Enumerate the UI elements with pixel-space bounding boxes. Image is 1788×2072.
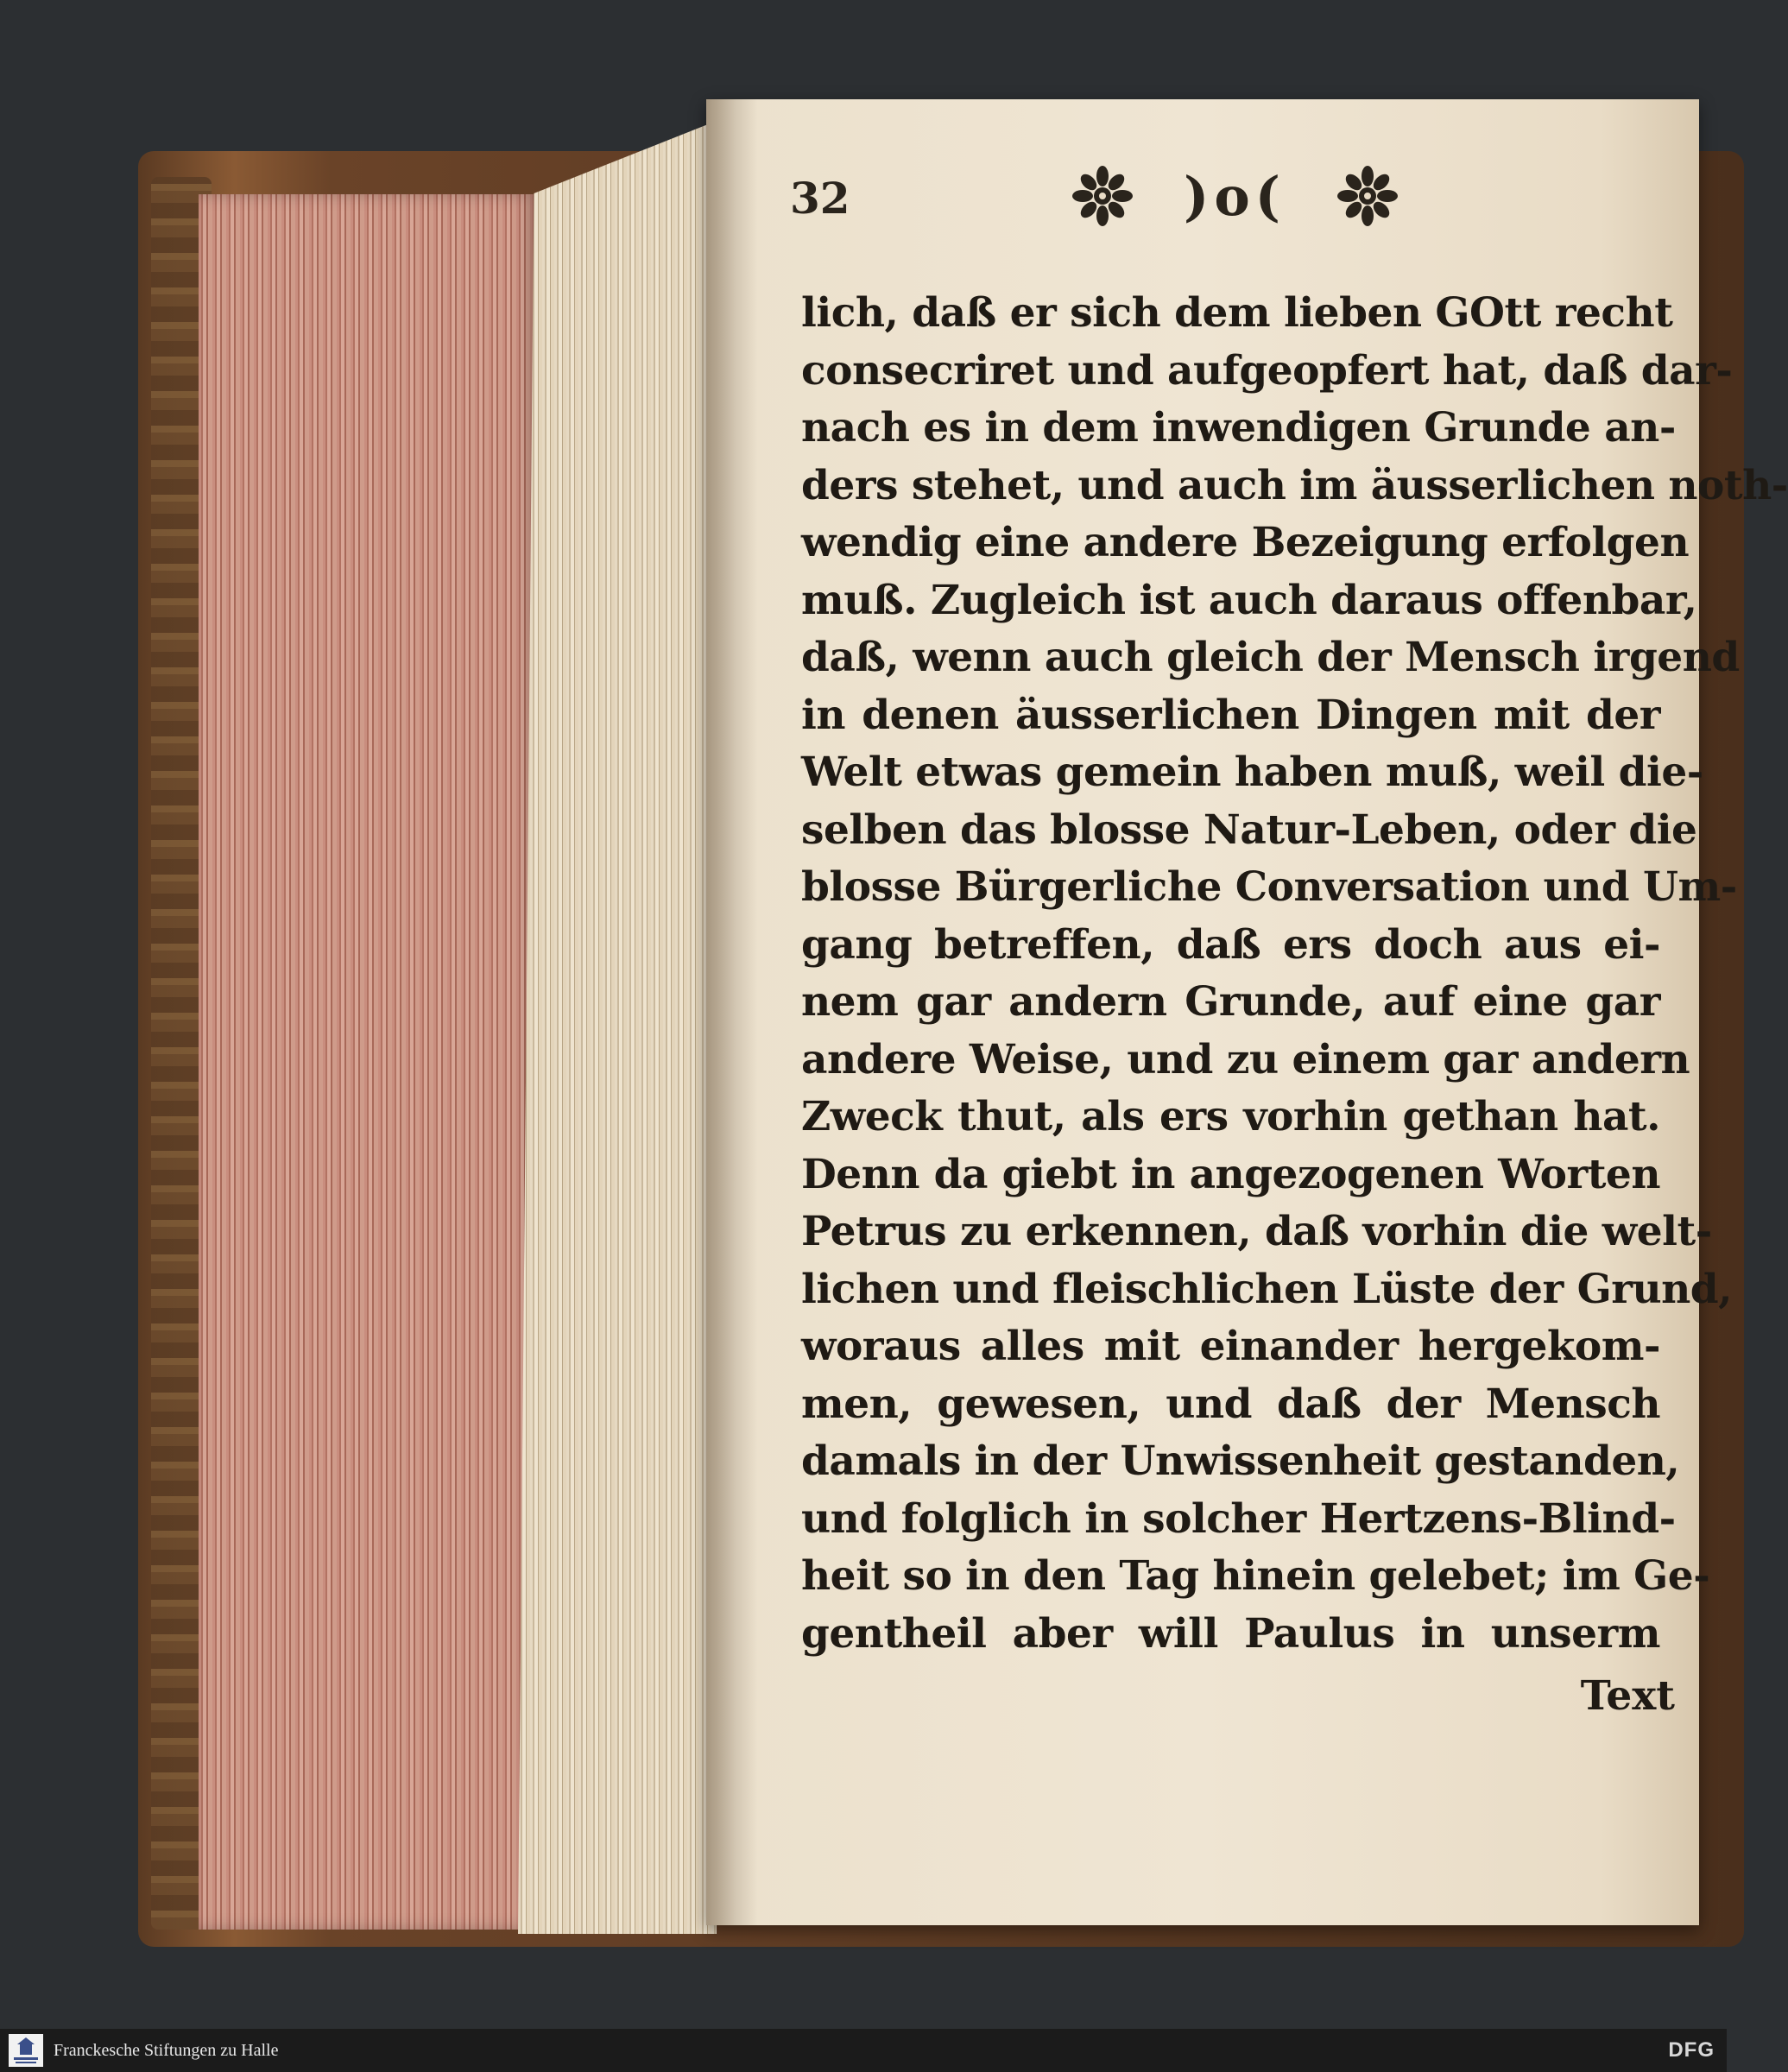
page-stack-edges — [518, 121, 717, 1934]
text-line: nem gar andern Grunde, auf eine gar — [801, 978, 1660, 1026]
text-line: gang betreffen, daß ers doch aus ei- — [801, 920, 1660, 969]
text-line: lich, daß er sich dem lieben GOtt recht — [801, 289, 1673, 337]
text-line: damals in der Unwissenheit gestanden, — [801, 1437, 1680, 1485]
text-line: men, gewesen, und daß der Mensch — [801, 1380, 1660, 1428]
gutter-shadow — [706, 99, 758, 1925]
text-line: muß. Zugleich ist auch daraus offenbar, — [801, 576, 1697, 624]
flower-ornament-icon — [1071, 164, 1134, 228]
text-line: und folglich in solcher Hertzens-Blind- — [801, 1494, 1676, 1543]
text-line: Zweck thut, als ers vorhin gethan hat. — [801, 1093, 1660, 1140]
text-line: woraus alles mit einander hergekom- — [801, 1323, 1660, 1370]
body-text — [801, 285, 1788, 1735]
text-line: in denen äusserlichen Dingen mit der — [801, 691, 1660, 739]
text-line: nach es in dem inwendigen Grunde an- — [801, 404, 1676, 452]
text-line: daß, wenn auch gleich der Mensch irgend — [801, 634, 1740, 681]
dfg-logo: DFG — [1668, 2038, 1715, 2062]
text-line: wendig eine andere Bezeigung erfolgen — [801, 519, 1690, 566]
institution-name: Franckesche Stiftungen zu Halle — [54, 2041, 279, 2060]
building-icon — [9, 2034, 43, 2067]
flower-ornament-icon — [1336, 164, 1399, 228]
catchword: Text — [1580, 1672, 1675, 1720]
page-number: 32 — [790, 173, 850, 224]
text-line: heit so in den Tag hinein gelebet; im Ge- — [801, 1552, 1710, 1600]
text-line: gentheil aber will Paulus in unserm — [801, 1609, 1660, 1658]
text-line: ders stehet, und auch im äusserlichen noth- — [801, 461, 1788, 509]
text-line: lichen und fleischlichen Lüste der Grund, — [801, 1265, 1733, 1313]
header-divider-mark: )o( — [1183, 165, 1286, 228]
text-line: blosse Bürgerliche Conversation und Um- — [801, 863, 1737, 911]
text-line: Petrus zu erkennen, daß vorhin die welt- — [801, 1208, 1712, 1255]
text-line: Welt etwas gemein haben muß, weil die- — [801, 749, 1703, 796]
text-line: Denn da giebt in angezogenen Worten — [801, 1150, 1660, 1198]
institution-logo-icon[interactable] — [9, 2034, 43, 2067]
text-line: consecriret und aufgeopfert hat, daß dar- — [801, 346, 1733, 395]
footer-bar — [0, 2029, 1727, 2072]
text-line: selben das blosse Natur-Leben, oder die — [801, 805, 1697, 854]
page-fore-edge — [199, 194, 535, 1930]
text-line: andere Weise, und zu einem gar andern — [801, 1035, 1690, 1083]
